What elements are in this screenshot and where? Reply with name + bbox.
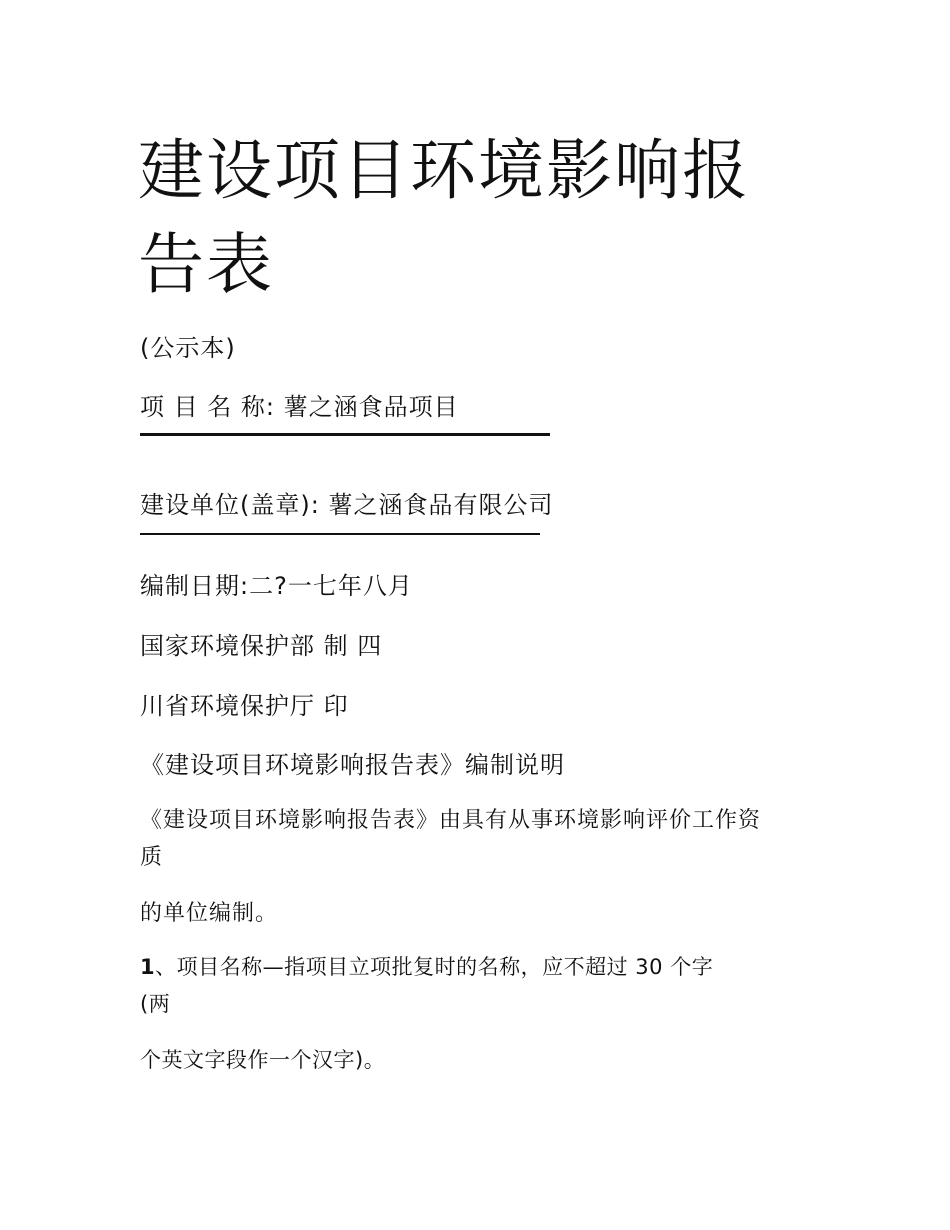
builder-underline [140, 533, 540, 535]
item-1-line-2: (两 [140, 992, 171, 1016]
builder-label: 建设单位(盖章): [140, 491, 320, 519]
issuer-line-2: 川省环境保护厅 印 [140, 692, 349, 720]
builder-value: 薯之涵食品有限公司 [328, 491, 554, 519]
date-line: 编制日期:二?一七年八月 [140, 572, 413, 600]
paragraph-1-line-1: 《建设项目环境影响报告表》由具有从事环境影响评价工作资 [140, 808, 762, 833]
item-1-text: 、项目名称—指项目立项批复时的名称，应不超过 30 个字 [155, 955, 714, 979]
project-name-value: 薯之涵食品项目 [283, 393, 459, 421]
issuer-line-1: 国家环境保护部 制 四 [140, 632, 383, 660]
item-1-line-3: 个英文字段作一个汉字)。 [140, 1048, 386, 1072]
builder-line [140, 485, 553, 520]
document-title: 建设项目环境影响报告表 [138, 132, 750, 303]
item-1-line-1 [140, 951, 713, 981]
paragraph-1-line-2: 质 [140, 845, 164, 870]
project-name-underline [140, 433, 550, 436]
project-name-line [140, 387, 459, 422]
paragraph-2: 的单位编制。 [140, 901, 279, 926]
item-1-number: 1 [140, 955, 156, 979]
section-heading: 《建设项目环境影响报告表》编制说明 [140, 751, 565, 779]
project-name-label: 项 目 名 称: [140, 393, 275, 421]
document-subtitle: (公示本) [140, 334, 236, 362]
